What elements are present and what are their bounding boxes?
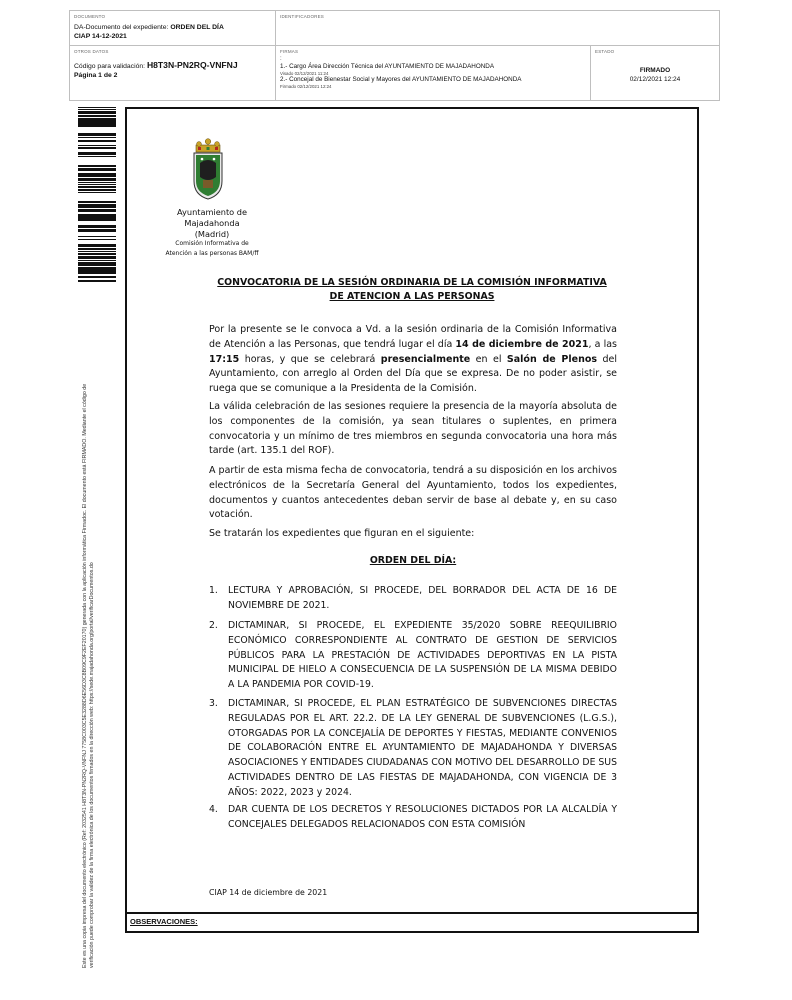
side-text-line2: verificación puede comprobar la validez de la firma electrónica de los documentos firmados en la dirección web: https://sede.majadahonda.org/portal/verificarDocumentos.do <box>88 562 95 968</box>
documento-label: DOCUMENTO <box>74 14 106 19</box>
paragraph-archives: A partir de esta misma fecha de convocatoria, tendrá a su disposición en los archivos electrónicos de la Secretaría General del Ayuntamiento, todos los expedientes, documentos y cuantos antecedentes deban servir de base al debate y, en su caso votación. <box>209 465 617 521</box>
validation-code-line: Código para validación: H8T3N-PN2RQ-VNFNJ <box>74 60 238 70</box>
agenda-item: 3. DICTAMINAR, SI PROCEDE, EL PLAN ESTRATÉGICO DE SUBVENCIONES DIRECTAS REGULADAS POR EL ART. 22.2. DE LA LEY GENERAL DE SUBVENCIONES (L.G.S.), OTORGADAS POR LA CONCEJALÍA DE DEPORTES Y FIESTAS, MEDIANTE CONVENIOS DE COLABORACIÓN ENTRE EL AYUNTAMIENTO DE MAJADAHONDA Y DIVERSAS ASOCIACIONES Y ENTIDADES CIUDADANAS CON MOTIVO DEL DESARROLLO DE SUS ACTIVIDADES DENTRO DE LAS FIESTAS DE MAJADAHONDA, CON VIGENCIA DE 3 AÑOS: 2022, 2023 y 2024. <box>209 698 618 798</box>
documento-cell <box>70 11 276 46</box>
firmas-cell: FIRMAS : 1.- Cargo Área Dirección Técnica del AYUNTAMIENTO DE MAJADAHONDA Visado 02/12/2021 11:24 2.- Concejal de Bienestar Social y Mayores del AYUNTAMIENTO DE MAJADAHONDA Firmado 02/12/2021 12:24 <box>276 46 591 100</box>
validation-code[interactable]: H8T3N-PN2RQ-VNFNJ <box>146 60 238 70</box>
committee-name: Comisión Informativa de Atención a las personas BAM/ff <box>165 240 259 257</box>
agenda-item: 1. LECTURA Y APROBACIÓN, SI PROCEDE, DEL BORRADOR DEL ACTA DE 16 DE NOVIEMBRE DE 2021. <box>209 585 617 611</box>
documento-prefix: DA-Documento del expediente: <box>74 24 169 31</box>
documento-line1 <box>74 24 224 31</box>
firma-2-date: Firmado 02/12/2021 12:24 <box>280 83 332 89</box>
page-indicator: Página 1 de 2 <box>74 72 118 79</box>
documento-line2: CIAP 14-12-2021 <box>74 33 127 40</box>
document-header <box>69 10 720 101</box>
agenda-item: 2. DICTAMINAR, SI PROCEDE, EL EXPEDIENTE 35/2020 SOBRE REEQUILIBRIO ECONÓMICO CORRESPONDIENTE AL CONTRATO DE GESTION DE SERVICIOS PÚBLICOS PARA LA PRESTACIÓN DE ACTIVIDADES DEPORTIVAS EN LA PISTA MUNICIPAL DE HIELO A CONSECUENCIA DE LA SUSPENSIÓN DE LA MISMA DEBIDO A LA PANDEMIA POR COVID-19. <box>209 620 617 691</box>
paragraph-convocation: Por la presente se le convoca a Vd. a la sesión ordinaria de la Comisión Informativa de Atención a las Personas, que tendrá lugar el día 14 de diciembre de 2021, a las 17:15 horas, y que se celebrará presencialmente en el Salón de Plenos del Ayuntamiento, con arreglo al Orden del Día que se expresa. De no poder asistir, se ruega que se comunique a la Presidenta de la Comisión. <box>209 324 618 395</box>
otros-datos-label: OTROS DATOS <box>74 49 109 54</box>
firmas-label: FIRMAS <box>280 49 299 54</box>
estado-label: ESTADO <box>595 49 615 54</box>
side-text-line1: Este es una copia impresa del documento electrónico (Ref: 2032541 H8T3N-PN2RQ-VNFNJ 7758C003C5E3288D6E56D3C8B09C9F2EF20170) generada con la aplicación informática Firmadoc. El documento está FIRMADO. Mediante el código de <box>82 383 88 968</box>
firma-2: 2.- Concejal de Bienestar Social y Mayores del AYUNTAMIENTO DE MAJADAHONDA <box>280 76 522 83</box>
documento-title: ORDEN DEL DÍA <box>170 24 224 31</box>
agenda-item: 4. DAR CUENTA DE LOS DECRETOS Y RESOLUCIONES DICTADOS POR LA ALCALDÍA Y CONCEJALES DELEGADOS RELACIONADOS CON ESTA COMISIÓN <box>209 804 617 830</box>
identificadores-label: IDENTIFICADORES <box>280 14 325 19</box>
footer-date: CIAP 14 de diciembre de 2021 <box>209 888 328 897</box>
barcode <box>78 107 116 282</box>
observations-label: OBSERVACIONES: <box>130 917 198 926</box>
paragraph-quorum: La válida celebración de las sesiones requiere la presencia de la mayoría absoluta de los componentes de la comisión, ya sean titulares o suplentes, en primera convocatoria y un mínimo de tres miembros en segunda convocatoria una hora más tarde (art. 135.1 del ROF). <box>209 401 617 457</box>
firma-1: 1.- Cargo Área Dirección Técnica del AYUNTAMIENTO DE MAJADAHONDA <box>280 63 495 70</box>
estado-cell <box>591 46 719 100</box>
paragraph-intro-agenda: Se tratarán los expedientes que figuran en el siguiente: <box>209 528 475 539</box>
otros-datos-cell <box>70 46 276 100</box>
majadahonda-crest-icon <box>190 137 226 201</box>
firma-1-date: Visado 02/12/2021 11:24 <box>280 70 329 76</box>
municipality-name: Ayuntamiento de Majadahonda (Madrid) <box>176 207 248 239</box>
document-title: CONVOCATORIA DE LA SESIÓN ORDINARIA DE LA COMISIÓN INFORMATIVA DE ATENCION A LAS PERSONAS <box>217 277 607 302</box>
observations-bar <box>127 912 697 931</box>
verification-side-text <box>82 308 96 968</box>
document-page <box>125 107 699 933</box>
status-date: 02/12/2021 12:24 <box>629 76 681 83</box>
agenda-title: ORDEN DEL DÍA: <box>369 555 457 566</box>
identificadores-cell <box>276 11 719 46</box>
status-badge: FIRMADO <box>639 67 671 74</box>
